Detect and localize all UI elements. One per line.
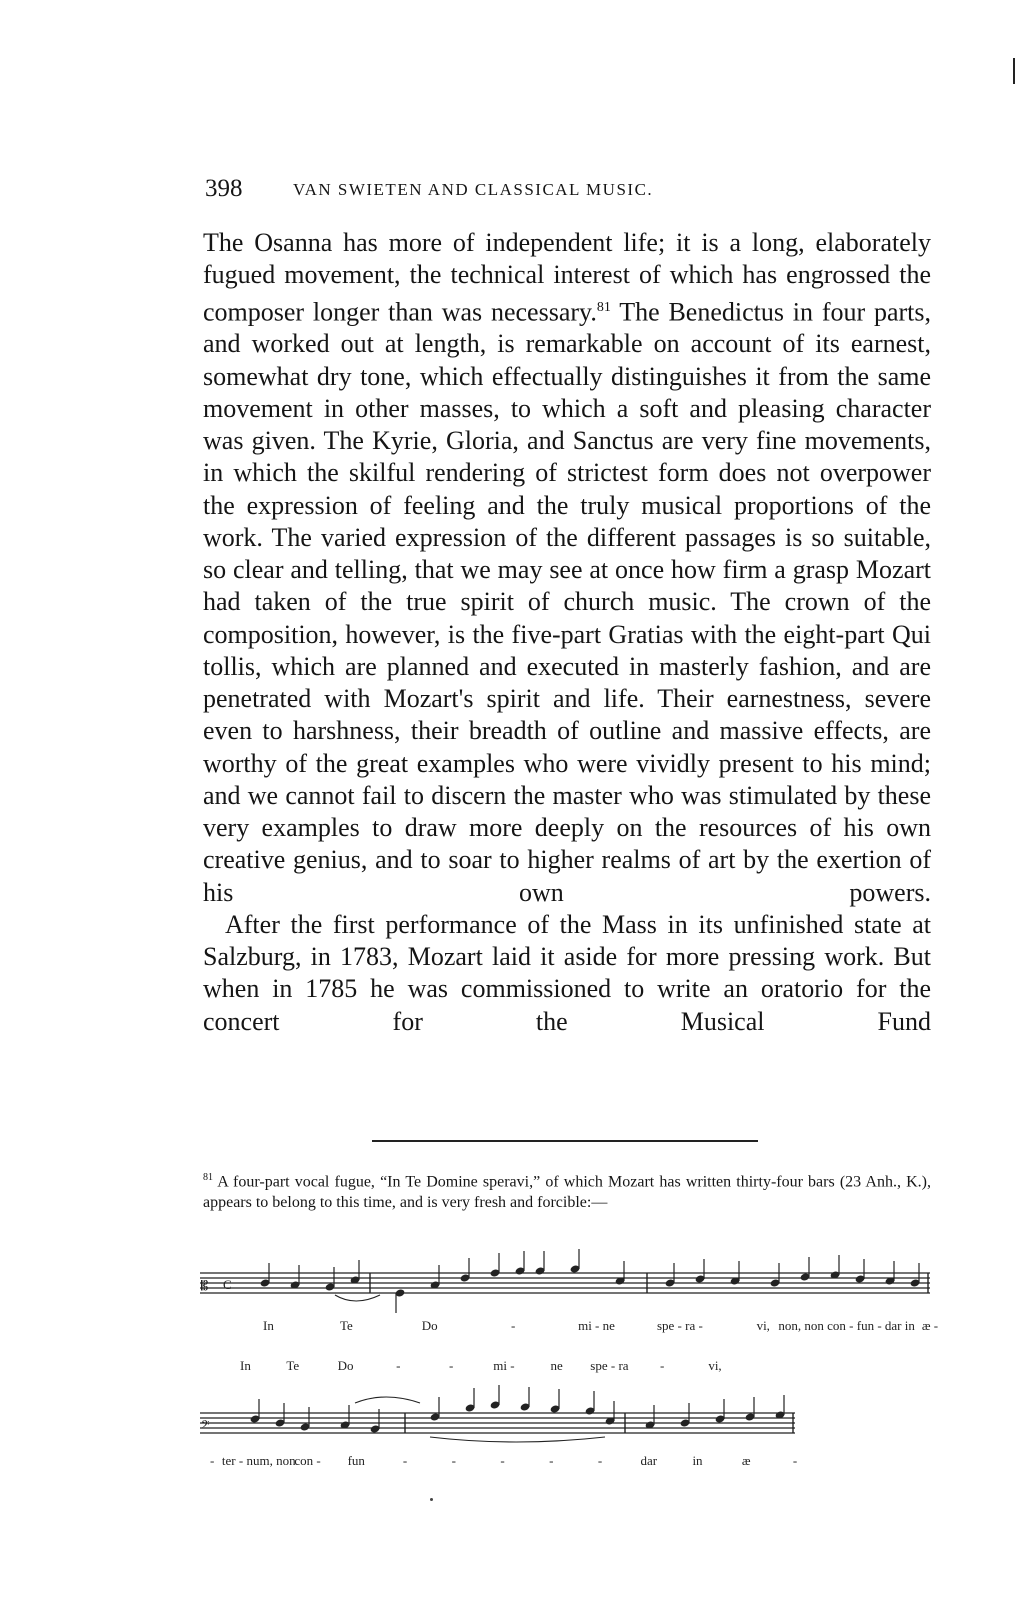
lyric-1-upper: vi, (756, 1318, 770, 1333)
lyric-1-lower: Te (286, 1358, 300, 1373)
lyric-1-lower: vi, (708, 1358, 722, 1373)
paragraph-1 (203, 227, 931, 909)
music-score (195, 1248, 970, 1478)
lyric-1-lower: In (240, 1358, 251, 1373)
footnote-paragraph (203, 1168, 931, 1213)
lyric-1-upper: Do (421, 1318, 438, 1333)
lyric-1-upper: spe - ra - (656, 1318, 703, 1333)
lyric-2: dar (640, 1453, 658, 1468)
lyric-2: æ (741, 1453, 751, 1468)
lyric-1-lower: mi - (493, 1358, 515, 1373)
lyric-2: - (210, 1453, 215, 1468)
lyric-2: in (692, 1453, 703, 1468)
time-signature-1: C (223, 1277, 232, 1292)
lyric-2: - (792, 1453, 798, 1468)
lyric-1-upper: - (510, 1318, 516, 1333)
lyric-2: - (597, 1453, 603, 1468)
print-speck (430, 1498, 433, 1501)
lyric-2: - (402, 1453, 408, 1468)
lyric-2: ter - num, non (221, 1453, 296, 1468)
lyric-2: fun (347, 1453, 365, 1468)
page-number: 398 (205, 175, 243, 202)
lyric-1-lower: - (448, 1358, 454, 1373)
lyric-1-upper: Te (339, 1318, 353, 1333)
lyric-1-upper: non, non con - fun - dar in (778, 1318, 915, 1333)
paragraph-1-continued: The Benedictus in four parts, and worked out at length, is remarkable on account of its earnest, somewhat dry tone, which effectually distinguishes it from the same movement in other masses, to which a soft and pleasing character was given. The Kyrie, Gloria, and Sanctus are very fine movements, in which the skilful rendering of strictest form does not overpower the expression of feeling and the truly musical proportions of the work. The varied expression of the different passages is so suitable, so clear and telling, that we may see at once how firm a grasp Mozart had taken of the true spirit of church music. The crown of the composition, however, is the five-part Gratias with the eight-part Qui tollis, which are planned and executed in masterly fashion, and are penetrated with Mozart's spirit and life. Their earnestness, severe even to harshness, their breadth of outline and massive effects, are worthy of the great examples who were vividly present to his mind; and we cannot fail to discern the master who was stimulated by these very examples to draw more deeply on the resources of his own creative genius, and to soar to higher realms of art by the exertion of his own powers. (203, 297, 932, 907)
lyric-1-lower: - (396, 1358, 401, 1373)
running-head: VAN SWIETEN AND CLASSICAL MUSIC. (293, 180, 654, 199)
footnote-reference: 81 (596, 299, 611, 315)
lyric-1-upper: In (263, 1318, 274, 1333)
slur-2 (355, 1397, 420, 1403)
lyric-1-lower: spe - ra (590, 1358, 629, 1373)
footnote (203, 1168, 931, 1213)
footnote-number: 81 (203, 1172, 213, 1183)
lyric-2: con - (294, 1453, 321, 1468)
music-example (195, 1248, 970, 1483)
tie-2 (430, 1437, 605, 1442)
page-header (205, 175, 945, 205)
footnote-rule (372, 1140, 758, 1142)
page-edge-mark (1013, 58, 1015, 84)
lyric-2: - (549, 1453, 554, 1468)
paragraph-1-text: The Osanna has more of independent life; it is a long, elaborately fugued movement, the technical interest of which has engrossed the composer longer than was necessary. (203, 228, 931, 327)
lyric-1-upper: mi - ne (578, 1318, 615, 1333)
lyric-1-lower: - (660, 1358, 665, 1373)
lyric-2: - (500, 1453, 505, 1468)
footnote-text: A four-part vocal fugue, “In Te Domine speravi,” of which Mozart has written thirty-four bars (23 Anh., K.), appears to belong to this time, and is very fresh and forcible:— (203, 1173, 931, 1211)
lyric-1-lower: Do (337, 1358, 354, 1373)
lyric-2: - (451, 1453, 456, 1468)
clef-1: 𝄡 (201, 1278, 209, 1293)
slur-1 (335, 1295, 380, 1301)
body-text (203, 227, 931, 1038)
clef-2: 𝄢 (201, 1418, 210, 1433)
lyric-1-upper: æ - (921, 1318, 939, 1333)
lyric-1-lower: ne (550, 1358, 563, 1373)
paragraph-2: After the first performance of the Mass in its unfinished state at Salzburg, in 1783, Mozart laid it aside for more pressing work. But when in 1785 he was commissioned to write an oratorio for the concert for the Musical Fund (203, 909, 931, 1036)
